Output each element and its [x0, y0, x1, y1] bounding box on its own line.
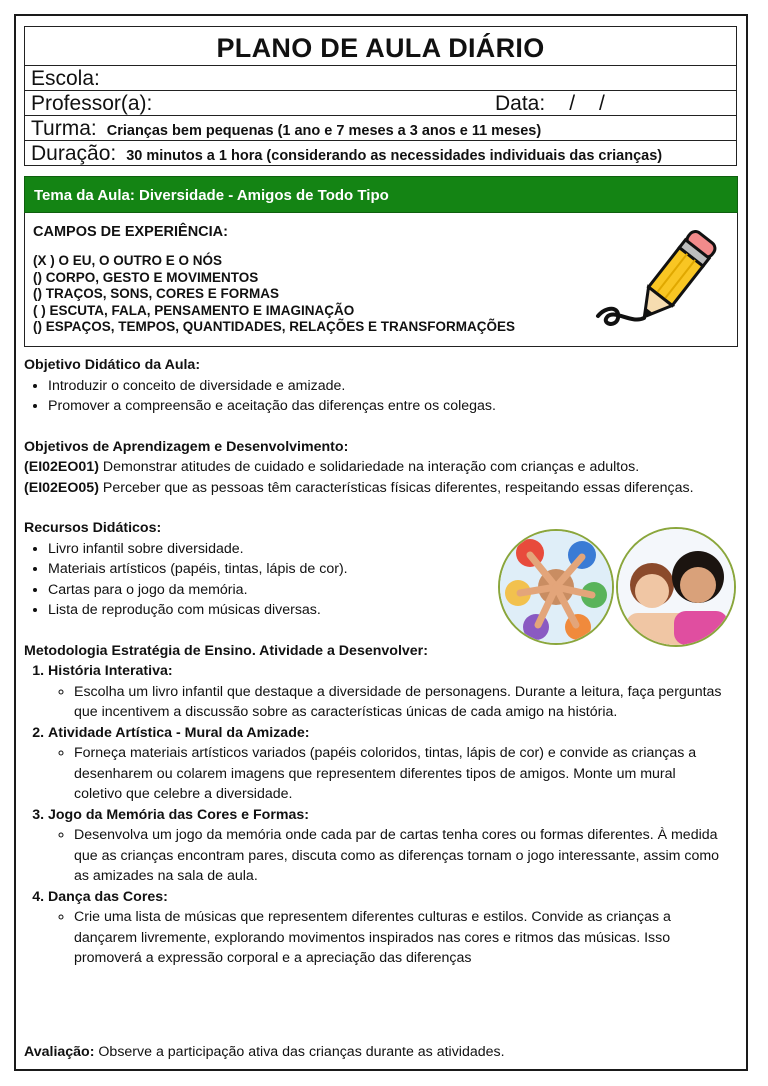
avaliacao-text: Observe a participação ativa das crianças durante as atividades.: [94, 1044, 505, 1060]
theme-banner: Tema da Aula: Diversidade - Amigos de Todo Tipo: [24, 176, 738, 213]
avaliacao-label: Avaliação:: [24, 1044, 95, 1060]
duracao-value: 30 minutos a 1 hora (considerando as necessidades individuais das crianças): [126, 148, 663, 164]
metodologia-title: Metodologia Estratégia de Ensino. Atividade a Desenvolver:: [24, 642, 428, 659]
step-title: Jogo da Memória das Cores e Formas:: [48, 806, 309, 823]
campos-item: () ESPAÇOS, TEMPOS, QUANTIDADES, RELAÇÕES E TRANSFORMAÇÕES: [33, 319, 516, 334]
list-item: • Materiais artísticos (papéis, tintas, lápis de cor).: [48, 559, 724, 580]
metodologia-steps: [24, 661, 724, 969]
step-item: [48, 661, 724, 723]
duracao-label: Duração:: [31, 142, 117, 165]
list-item: • Livro infantil sobre diversidade.: [48, 539, 724, 560]
professor-label: Professor(a):: [31, 92, 153, 115]
list-item: • Cartas para o jogo da memória.: [48, 580, 724, 601]
two-girls-photo: [616, 527, 736, 647]
step-item: [48, 723, 724, 805]
list-item: • Promover a compreensão e aceitação das diferenças entre os colegas.: [48, 396, 724, 417]
date-separator: /: [569, 92, 576, 115]
step-text: ◦ Escolha um livro infantil que destaque a diversidade de personagens. Durante a leitura, faça perguntas que incentivem a discussão sobre as características únicas de cada amigo na história.: [74, 682, 724, 723]
recursos-title: Recursos Didáticos:: [24, 520, 162, 536]
objetivo-title: Objetivo Didático da Aula:: [24, 357, 201, 373]
campos-heading: CAMPOS DE EXPERIÊNCIA:: [33, 224, 228, 240]
pencil-icon: [592, 220, 722, 340]
escola-label: Escola:: [31, 67, 100, 90]
campos-item: (X ) O EU, O OUTRO E O NÓS: [33, 253, 223, 268]
step-text: ◦ Forneça materiais artísticos variados (papéis coloridos, tintas, lápis de cor) e convide as crianças a desenharem ou colarem imagens que representem diferentes tipos de amigos. Monte um mural coletivo que celebre a diversidade.: [74, 743, 724, 805]
avaliacao: [24, 1044, 505, 1060]
lesson-body: [24, 355, 724, 969]
escola-row: [24, 66, 737, 91]
children-photos: [498, 527, 738, 647]
campos-item: () CORPO, GESTO E MOVIMENTOS: [33, 269, 259, 285]
objetivo-list: [24, 376, 724, 417]
step-title: Dança das Cores:: [48, 888, 168, 905]
page-title: PLANO DE AULA DIÁRIO: [24, 26, 737, 66]
turma-label: Turma:: [31, 117, 97, 140]
step-title: Atividade Artística - Mural da Amizade:: [48, 724, 310, 741]
step-text: ◦ Crie uma lista de músicas que representem diferentes culturas e estilos. Convide as crianças a dançarem livremente, explorando movimentos inspirados nas cores e ritmos das músicas. Isso promoverá a expressão corporal e a apreciação das diferenças: [74, 907, 724, 969]
professor-row: [24, 91, 737, 116]
list-item: • Lista de reprodução com músicas diversas.: [48, 600, 724, 621]
objective-code: (EI02EO05): [24, 479, 99, 496]
date-field: [495, 91, 605, 117]
objective-text: Demonstrar atitudes de cuidado e solidariedade na interação com crianças e adultos.: [98, 459, 640, 475]
step-title: História Interativa:: [48, 663, 173, 679]
duracao-row: [24, 141, 737, 166]
date-label: Data:: [495, 92, 546, 115]
aprendizagem-item: [24, 478, 724, 499]
turma-row: [24, 116, 737, 141]
header-table: [24, 26, 737, 166]
date-separator: /: [599, 92, 605, 115]
list-item: • Introduzir o conceito de diversidade e amizade.: [48, 376, 724, 397]
step-item: [48, 887, 724, 969]
step-text: ◦ Desenvolva um jogo da memória onde cada par de cartas tenha cores ou formas diferentes. À medida que as crianças encontram pares, discuta como as diferenças tornam o jogo interessante, assim como as amizades na sala de aula.: [74, 825, 724, 887]
objective-code: (EI02EO01): [24, 459, 99, 475]
aprendizagem-title: Objetivos de Aprendizagem e Desenvolvimento:: [24, 438, 349, 455]
turma-value: Crianças bem pequenas (1 ano e 7 meses a 3 anos e 11 meses): [106, 123, 542, 139]
step-item: [48, 805, 724, 887]
campos-item: ( ) ESCUTA, FALA, PENSAMENTO E IMAGINAÇÃO: [33, 302, 355, 318]
campos-list: [33, 253, 515, 336]
aprendizagem-item: [24, 457, 724, 478]
children-hands-photo: [498, 529, 614, 645]
campos-item: () TRAÇOS, SONS, CORES E FORMAS: [33, 286, 280, 301]
objective-text: Perceber que as pessoas têm características físicas diferentes, respeitando essas diferenças.: [98, 479, 694, 496]
